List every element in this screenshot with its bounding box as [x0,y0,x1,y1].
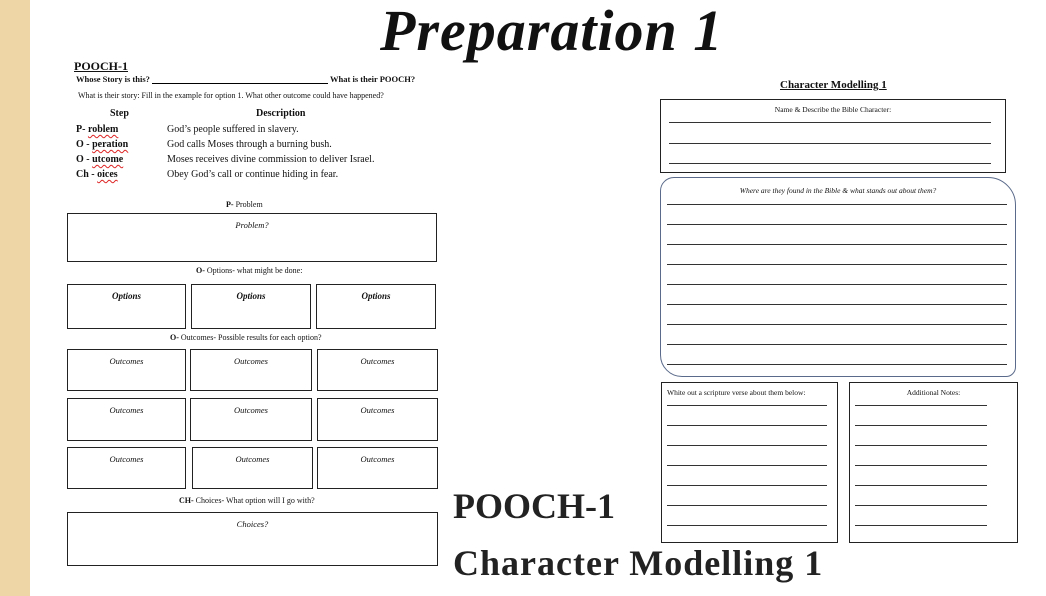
options-section-label: O- Options- what might be done: [196,266,303,275]
step-header: Step [110,108,129,119]
option-box[interactable]: Options [316,284,436,329]
writing-line [855,525,987,526]
writing-line [855,505,987,506]
writing-line [667,445,827,446]
option-box[interactable]: Options [67,284,186,329]
writing-line [855,465,987,466]
pooch-title: POOCH-1 [74,59,128,73]
option-box[interactable]: Options [191,284,311,329]
where-found-box[interactable] [660,177,1016,377]
whose-story-blank[interactable] [152,83,328,84]
whose-story-row [76,74,415,84]
scripture-verse-box[interactable] [661,382,838,543]
writing-line [667,204,1007,205]
step-description: God calls Moses through a burning bush. [167,139,332,150]
step-word: oices [97,169,118,180]
outcome-box[interactable]: Outcomes [190,349,312,391]
choices-box-label: Choices? [236,519,269,529]
outcome-box[interactable]: Outcomes [67,349,186,391]
description-header: Description [256,108,306,119]
pooch-label: POOCH-1 [453,486,615,526]
outcome-box[interactable]: Outcomes [67,398,186,441]
step-letter: O - [76,154,93,165]
whose-story-label: Whose Story is this? [76,74,150,84]
outcome-box[interactable]: Outcomes [317,349,438,391]
writing-line [667,224,1007,225]
step-word: peration [92,139,129,150]
step-description: Moses receives divine commission to deliver Israel. [167,154,375,165]
writing-line [667,465,827,466]
writing-line [855,485,987,486]
writing-line [667,485,827,486]
writing-line [855,425,987,426]
writing-line [667,364,1007,365]
character-title: Character Modelling 1 [780,79,887,91]
outcome-box[interactable]: Outcomes [190,398,312,441]
outcome-box[interactable]: Outcomes [317,398,438,441]
writing-line [667,264,1007,265]
writing-line [667,324,1007,325]
what-pooch-label: What is their POOCH? [330,74,416,84]
problem-section-label: P- Problem [226,200,263,209]
writing-line [667,244,1007,245]
writing-line [855,445,987,446]
additional-notes-box[interactable] [849,382,1018,543]
problem-box-label: Problem? [235,220,269,230]
where-found-prompt: Where are they found in the Bible & what stands out about them? [739,186,937,195]
step-description: God’s people suffered in slavery. [167,124,299,135]
outcome-box[interactable]: Outcomes [67,447,186,489]
slide-title: Preparation 1 [380,0,724,63]
instructions: What is their story: Fill in the example for option 1. What other outcome could have happened? [78,91,384,100]
step-letter: O - [76,139,93,150]
step-word: utcome [92,154,124,165]
step-letter: Ch - [76,169,98,180]
writing-line [667,505,827,506]
name-describe-box[interactable] [660,99,1006,173]
step-letter: P- [76,124,88,135]
name-describe-prompt: Name & Describe the Bible Character: [774,105,892,114]
writing-line [667,405,827,406]
outcome-box[interactable]: Outcomes [192,447,313,489]
writing-line [667,344,1007,345]
writing-line [667,525,827,526]
outcomes-section-label: O- Outcomes- Possible results for each option? [170,333,322,342]
writing-line [669,122,991,123]
writing-line [667,425,827,426]
character-label: Character Modelling 1 [453,543,824,583]
step-description: Obey God’s call or continue hiding in fear. [167,169,339,180]
side-accent-bar [0,0,30,596]
problem-box[interactable] [67,213,437,262]
writing-line [855,405,987,406]
additional-notes-prompt: Additional Notes: [906,388,961,397]
writing-line [669,163,991,164]
writing-line [669,143,991,144]
step-word: roblem [87,124,119,135]
writing-line [667,284,1007,285]
choices-section-label: CH- Choices- What option will I go with? [179,496,315,505]
outcome-box[interactable]: Outcomes [317,447,438,489]
scripture-verse-prompt: White out a scripture verse about them below: [667,388,806,397]
choices-box[interactable] [67,512,438,566]
writing-line [667,304,1007,305]
